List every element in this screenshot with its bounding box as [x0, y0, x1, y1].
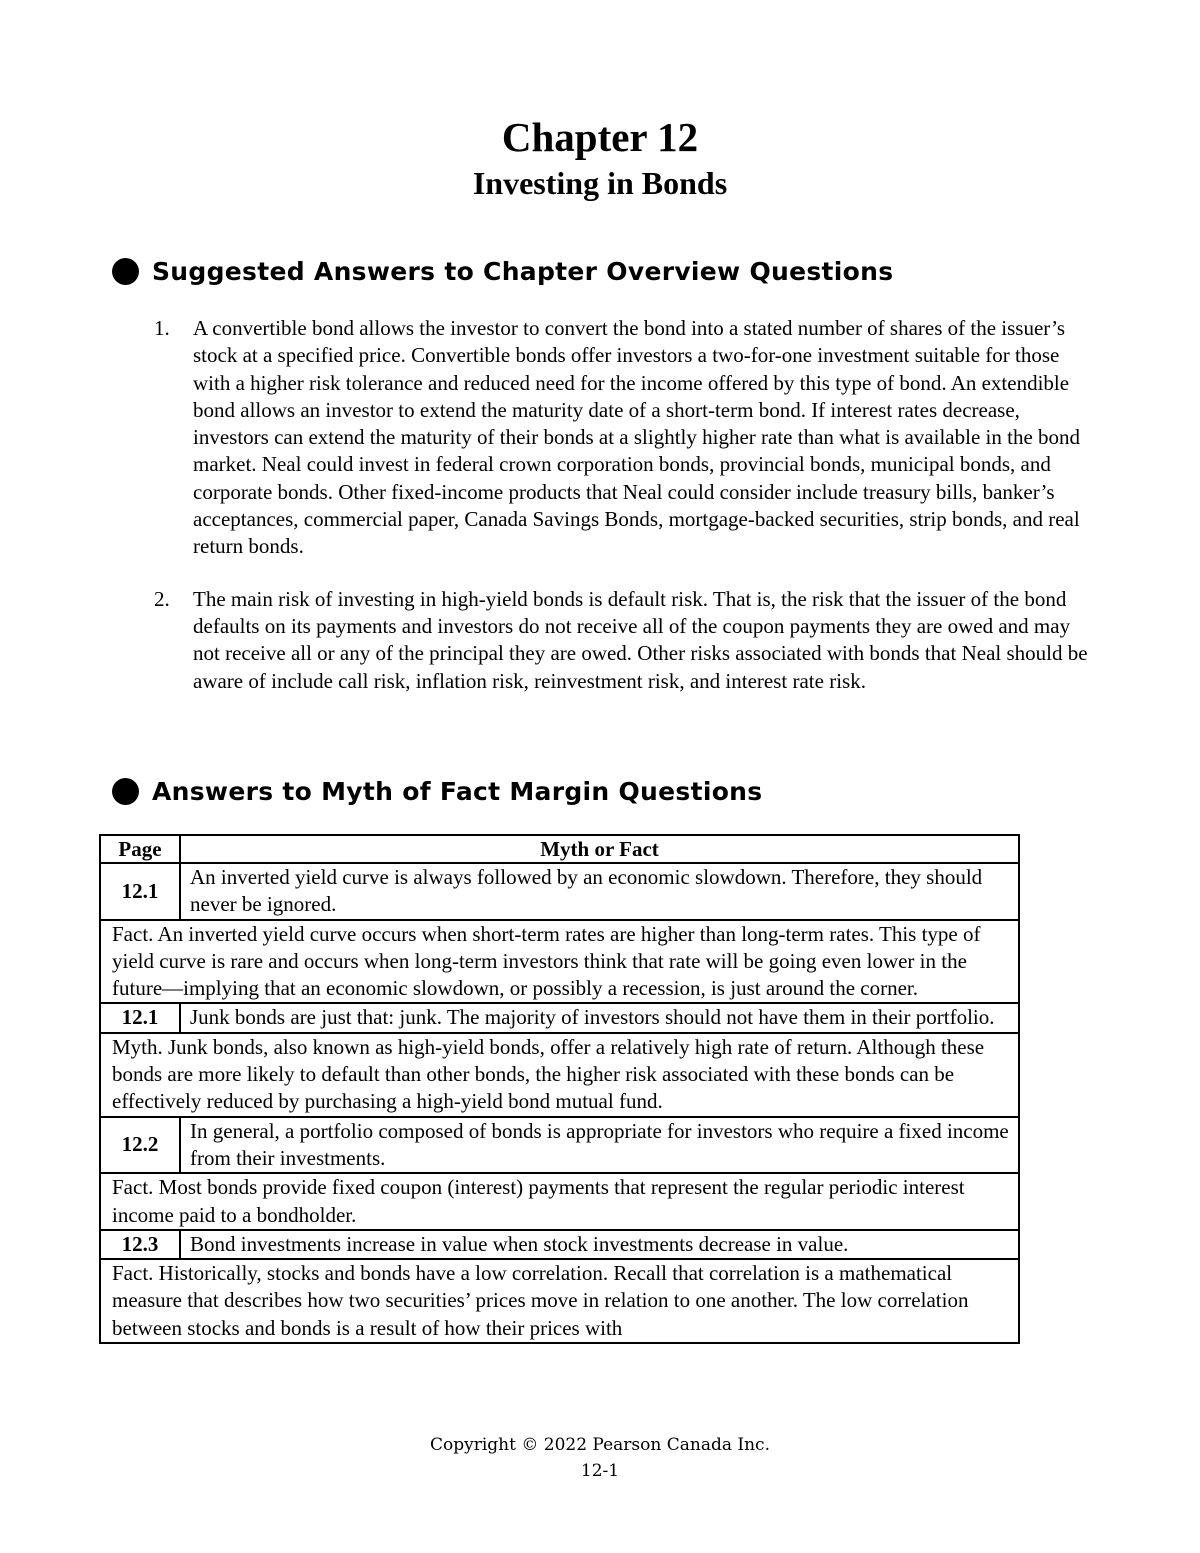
table-row — [100, 1230, 1019, 1259]
table-row — [100, 1003, 1019, 1032]
section-heading-text: Suggested Answers to Chapter Overview Questions — [152, 256, 894, 286]
page-reference: 12.1 — [100, 863, 180, 920]
section-heading-overview — [112, 254, 893, 288]
answer-cell: Fact. An inverted yield curve occurs when short-term rates are higher than long-term rates. This type of yield curve is rare and occurs when long-term investors think that rate will be going even lower in the future—implying that an economic slowdown, or possibly a recession, is just around the corner. — [100, 920, 1019, 1004]
page-reference: 12.1 — [100, 1003, 180, 1032]
answer-cell: Myth. Junk bonds, also known as high-yield bonds, offer a relatively high rate of return. Although these bonds are more likely to default than other bonds, the higher risk associated with these bonds can be effectively reduced by purchasing a high-yield bond mutual fund. — [100, 1033, 1019, 1117]
myth-fact-table — [99, 834, 1020, 1344]
chapter-title: Investing in Bonds — [472, 165, 728, 201]
statement-cell: Junk bonds are just that: junk. The majority of investors should not have them in their portfolio. — [180, 1003, 1019, 1032]
copyright-footer: Copyright © 2022 Pearson Canada Inc. — [430, 1435, 770, 1455]
list-item-text: A convertible bond allows the investor to convert the bond into a stated number of shares of the issuer’s stock at a specified price. Convertible bonds offer investors a two-for-one investment suitable for those with a higher risk tolerance and reduced need for the income offered by this type of bond. An extendible bond allows an investor to extend the maturity date of a short-term bond. If interest rates decrease, investors can extend the maturity of their bonds at a slightly higher rate than what is available in the bond market. Neal could invest in federal crown corporation bonds, provincial bonds, municipal bonds, and corporate bonds. Other fixed-income products that Neal could consider include treasury bills, banker’s acceptances, commercial paper, Canada Savings Bonds, mortgage-backed securities, strip bonds, and real return bonds. — [193, 316, 1081, 559]
overview-answers-list — [154, 315, 1094, 695]
column-header-myth-or-fact: Myth or Fact — [180, 835, 1019, 863]
section-heading-myth-fact — [112, 774, 762, 808]
statement-cell: An inverted yield curve is always followed by an economic slowdown. Therefore, they should never be ignored. — [180, 863, 1019, 920]
table-header-row — [100, 835, 1019, 863]
statement-cell: In general, a portfolio composed of bonds is appropriate for investors who require a fixed income from their investments. — [180, 1117, 1019, 1174]
table-row — [100, 1173, 1019, 1230]
answer-cell: Fact. Historically, stocks and bonds have a low correlation. Recall that correlation is a mathematical measure that describes how two securities’ prices move in relation to one another. The low correlation between stocks and bonds is a result of how their prices with — [100, 1259, 1019, 1343]
page-reference: 12.2 — [100, 1117, 180, 1174]
list-item-number: 1. — [154, 316, 170, 340]
list-item — [154, 586, 1094, 695]
bullet-icon — [112, 258, 139, 285]
page-number: 12-1 — [580, 1461, 620, 1481]
section-heading-text: Answers to Myth of Fact Margin Questions — [152, 776, 763, 806]
statement-cell: Bond investments increase in value when stock investments decrease in value. — [180, 1230, 1019, 1259]
list-item — [154, 315, 1094, 561]
table-row — [100, 1117, 1019, 1174]
page-reference: 12.3 — [100, 1230, 180, 1259]
table-row — [100, 1259, 1019, 1343]
list-item-text: The main risk of investing in high-yield bonds is default risk. That is, the risk that the issuer of the bond defaults on its payments and investors do not receive all of the coupon payments they are owed and may not receive all or any of the principal they are owed. Other risks associated with bonds that Neal should be aware of include call risk, inflation risk, reinvestment risk, and interest rate risk. — [193, 586, 1088, 693]
bullet-icon — [112, 778, 139, 805]
table-row — [100, 1033, 1019, 1117]
column-header-page: Page — [100, 835, 180, 863]
table-row — [100, 920, 1019, 1004]
list-item-number: 2. — [154, 586, 170, 611]
answer-cell: Fact. Most bonds provide fixed coupon (interest) payments that represent the regular periodic interest income paid to a bondholder. — [100, 1173, 1019, 1230]
table-row — [100, 863, 1019, 920]
chapter-number: Chapter 12 — [501, 114, 699, 160]
